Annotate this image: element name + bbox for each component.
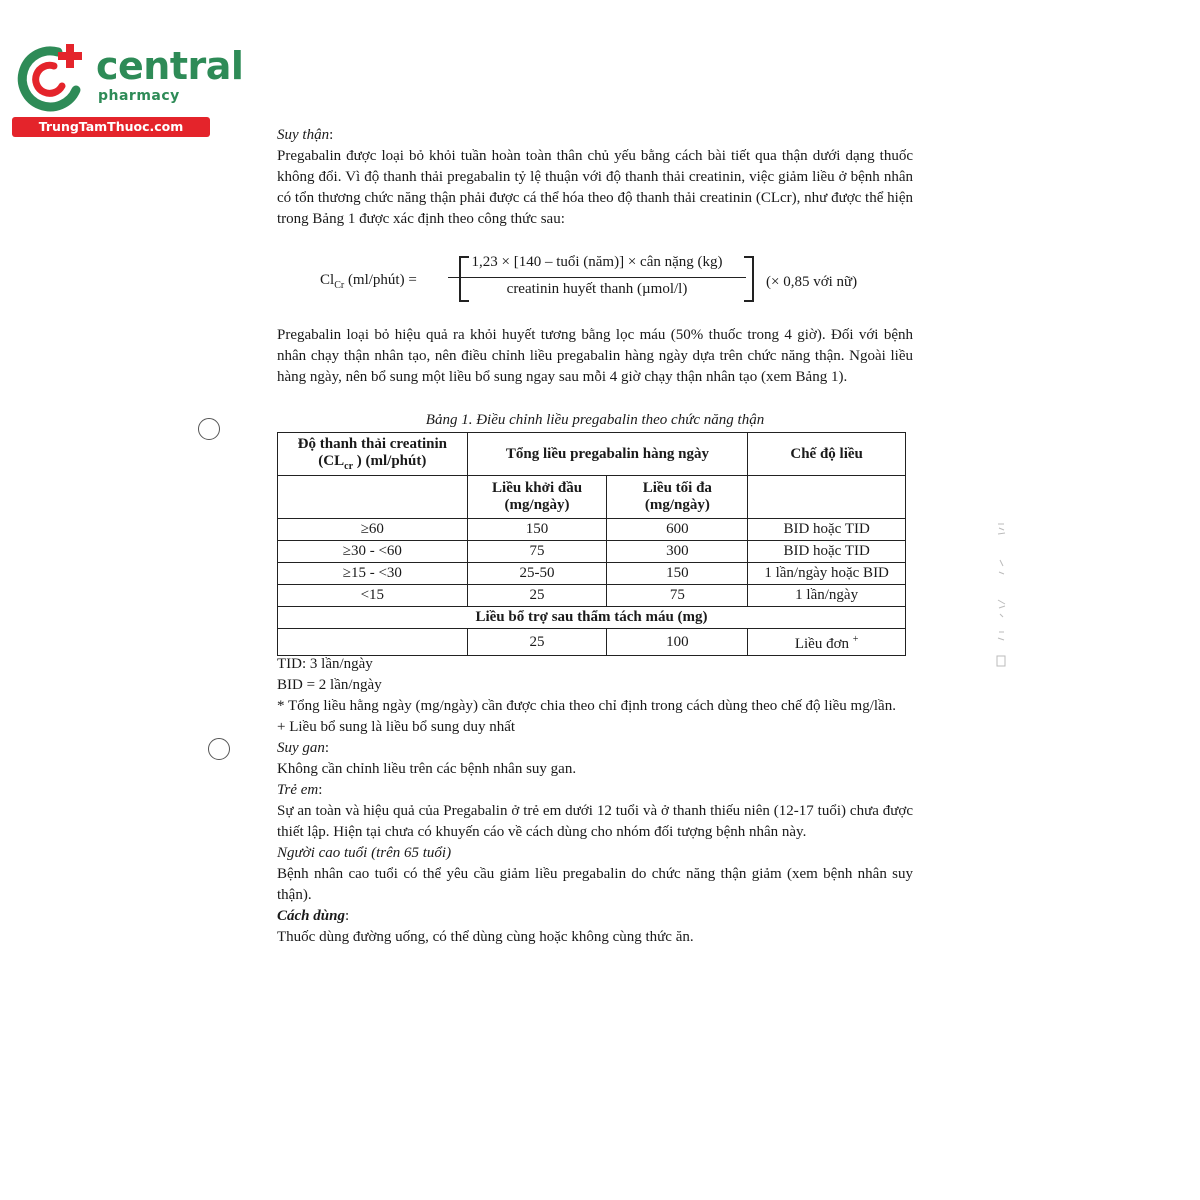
table-row: ≥60 150 600 BID hoặc TID (278, 519, 906, 541)
formula-bracket-right (744, 256, 754, 302)
subheader-max-dose: Liều tối đa (mg/ngày) (607, 476, 748, 519)
punch-hole-bottom (208, 738, 230, 760)
note-star: * Tổng liều hằng ngày (mg/ngày) cần được chia theo chỉ định trong cách dùng theo chế độ liều mg/lần. (277, 698, 896, 714)
table-row: ≥30 - <60 75 300 BID hoặc TID (278, 541, 906, 563)
logo-banner: TrungTamThuoc.com (12, 117, 210, 137)
note-plus: + Liều bổ sung là liều bổ sung duy nhất (277, 719, 516, 735)
formula-lhs: $Cl_{Cr}$ (ml/phút) = (320, 272, 417, 291)
children-title: Trẻ em (277, 782, 319, 798)
pharmacy-logo-icon (10, 38, 90, 118)
renal-paragraph-2: Pregabalin loại bỏ hiệu quả ra khỏi huyết tương bằng lọc máu (50% thuốc trong 4 giờ). Đối với bệnh nhân chạy thận nhân tạo, nên điều chỉnh liều pregabalin hàng ngày dựa trên chức năng thận. Ngoài liều hàng ngày, nên bổ sung một liều bổ sung ngay sau mỗi 4 giờ chạy thận nhân tạo (xem Bảng 1). (277, 327, 913, 385)
header-clcr: Độ thanh thải creatinin ($CL_{cr}$ ) (ml/phút) (278, 433, 468, 476)
supplement-row: 25 100 Liều đơn + (278, 629, 906, 656)
table-caption: Bảng 1. Điều chỉnh liều pregabalin theo chức năng thận (425, 412, 765, 428)
hepatic-text: Không cần chỉnh liều trên các bệnh nhân suy gan. (277, 761, 577, 777)
punch-hole-top (198, 418, 220, 440)
note-tid: TID: 3 lần/ngày (277, 656, 373, 672)
dose-adjustment-table (277, 432, 906, 656)
renal-paragraph-2-block (277, 325, 913, 388)
usage-title: Cách dùng (277, 908, 345, 924)
subheader-empty-2 (748, 476, 906, 519)
note-bid: BID = 2 lần/ngày (277, 677, 382, 693)
clcr-formula (320, 252, 880, 308)
subheader-start-dose: Liều khởi đầu (mg/ngày) (467, 476, 607, 519)
children-text: Sự an toàn và hiệu quả của Pregabalin ở trẻ em dưới 12 tuổi và ở thanh thiếu niên (12-17 tuổi) chưa được thiết lập. Hiện tại chưa có khuyến cáo về cách dùng cho nhóm đối tượng bệnh nhân này. (277, 803, 913, 840)
subheader-empty (278, 476, 468, 519)
formula-rhs: (× 0,85 với nữ) (766, 274, 858, 290)
elderly-text: Bệnh nhân cao tuổi có thể yêu cầu giảm liều pregabalin do chức năng thận giảm (xem bệnh nhân suy thận). (277, 866, 913, 903)
formula-denominator: creatinin huyết thanh (µmol/l) (506, 281, 688, 297)
logo-brand-text: central (96, 44, 244, 88)
elderly-title: Người cao tuổi (trên 65 tuổi) (277, 845, 452, 861)
renal-section: Suy thận: Pregabalin được loại bỏ khỏi tuần hoàn toàn thân chủ yếu bằng cách bài tiết qua thận dưới dạng thuốc không đổi. Vì độ thanh thải pregabalin tỷ lệ thuận với độ thanh thải creatinin, việc giảm liều ở bệnh nhân có tổn thương chức năng thận phải được cá thể hóa theo độ thanh thải creatinin (CLcr), như được thể hiện trong Bảng 1 được xác định theo công thức sau: (277, 125, 913, 230)
table-row: <15 25 75 1 lần/ngày (278, 585, 906, 607)
hepatic-title: Suy gan (277, 740, 325, 756)
supplement-label-row: Liều bổ trợ sau thẩm tách máu (mg) (278, 607, 906, 629)
notes-section: TID: 3 lần/ngày BID = 2 lần/ngày * Tổng liều hằng ngày (mg/ngày) cần được chia theo chỉ định trong cách dùng theo chế độ liều mg/lần. + Liều bổ sung là liều bổ sung duy nhất Suy gan: Không cần chỉnh liều trên các bệnh nhân suy gan. Trẻ em: Sự an toàn và hiệu quả của Pregabalin ở trẻ em dưới 12 tuổi và ở thanh thiếu niên (12-17 tuổi) chưa được thiết lập. Hiện tại chưa có khuyến cáo về cách dùng cho nhóm đối tượng bệnh nhân này. Người cao tuổi (trên 65 tuổi) Bệnh nhân cao tuổi có thể yêu cầu giảm liều pregabalin do chức năng thận giảm (xem bệnh nhân suy thận). Cách dùng: Thuốc dùng đường uống, có thể dùng cùng hoặc không cùng thức ăn. (277, 654, 913, 948)
usage-text: Thuốc dùng đường uống, có thể dùng cùng hoặc không cùng thức ăn. (277, 929, 694, 945)
formula-fraction-line (448, 277, 746, 278)
table-row: ≥15 - <30 25-50 150 1 lần/ngày hoặc BID (278, 563, 906, 585)
logo-sub-text: pharmacy (98, 88, 180, 104)
header-regimen: Chế độ liều (748, 433, 906, 476)
brand-logo (10, 38, 244, 138)
scan-artifact-icon (995, 520, 1009, 670)
header-total-dose: Tổng liều pregabalin hàng ngày (467, 433, 748, 476)
renal-paragraph-1: Pregabalin được loại bỏ khỏi tuần hoàn toàn thân chủ yếu bằng cách bài tiết qua thận dưới dạng thuốc không đổi. Vì độ thanh thải pregabalin tỷ lệ thuận với độ thanh thải creatinin, việc giảm liều ở bệnh nhân có tổn thương chức năng thận phải được cá thể hóa theo độ thanh thải creatinin (CLcr), như được thể hiện trong Bảng 1 được xác định theo công thức sau: (277, 148, 913, 227)
renal-title: Suy thận (277, 127, 330, 143)
formula-numerator: 1,23 × [140 – tuổi (năm)] × cân nặng (kg) (471, 254, 723, 270)
